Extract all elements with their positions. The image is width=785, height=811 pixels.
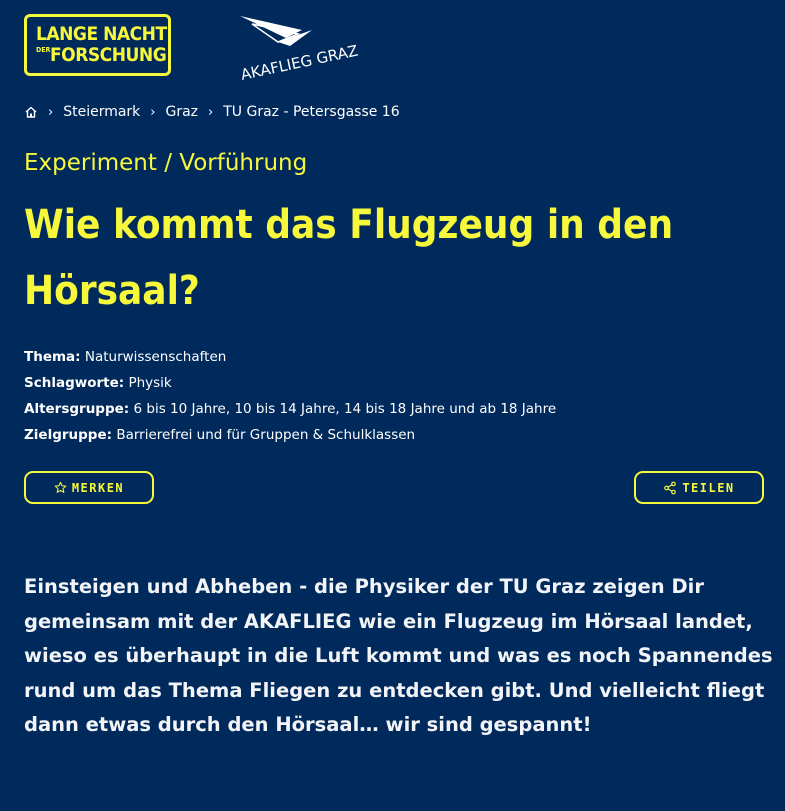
lange-nacht-der-forschung-logo[interactable] bbox=[24, 14, 171, 76]
event-title: Wie kommt das Flugzeug in den Hörsaal? bbox=[24, 202, 674, 314]
merken-label: MERKEN bbox=[71, 480, 125, 495]
logo-line-1: LANGE NACHT bbox=[36, 23, 167, 45]
chevron-right-icon: › bbox=[208, 104, 214, 120]
breadcrumb bbox=[24, 104, 400, 120]
meta-row-schlagworte bbox=[24, 370, 556, 396]
meta-label: Thema: bbox=[24, 349, 81, 365]
breadcrumb-item-location[interactable]: TU Graz - Petersgasse 16 bbox=[223, 104, 400, 120]
logo-line-3: FORSCHUNG bbox=[50, 44, 167, 66]
meta-label: Altersgruppe: bbox=[24, 401, 130, 417]
logo-small-text: DER bbox=[36, 46, 51, 54]
event-category: Experiment / Vorführung bbox=[24, 150, 308, 176]
chevron-right-icon: › bbox=[150, 104, 156, 120]
meta-label: Schlagworte: bbox=[24, 375, 125, 391]
meta-row-altersgruppe bbox=[24, 396, 556, 422]
share-icon bbox=[663, 481, 677, 495]
breadcrumb-item-steiermark[interactable]: Steiermark bbox=[63, 104, 141, 120]
akaflieg-logo-text: AKAFLIEG GRAZ bbox=[239, 41, 360, 84]
teilen-label: TEILEN bbox=[682, 480, 735, 495]
home-icon[interactable] bbox=[24, 105, 38, 119]
meta-value: Naturwissenschaften bbox=[84, 349, 227, 365]
meta-value: 6 bis 10 Jahre, 10 bis 14 Jahre, 14 bis 18 Jahre und ab 18 Jahre bbox=[133, 401, 557, 417]
meta-label: Zielgruppe: bbox=[24, 427, 113, 443]
glider-logo-icon bbox=[238, 12, 372, 84]
breadcrumb-item-graz[interactable]: Graz bbox=[165, 104, 199, 120]
meta-value: Physik bbox=[128, 375, 172, 391]
meta-row-thema bbox=[24, 344, 556, 370]
akaflieg-graz-logo[interactable] bbox=[238, 12, 372, 84]
meta-value: Barrierefrei und für Gruppen & Schulklassen bbox=[116, 427, 416, 443]
meta-row-zielgruppe bbox=[24, 422, 556, 448]
star-icon bbox=[54, 481, 67, 494]
merken-button[interactable] bbox=[24, 471, 154, 504]
event-meta bbox=[24, 344, 556, 448]
event-description: Einsteigen und Abheben - die Physiker der TU Graz zeigen Dir gemeinsam mit der AKAFLIEG wie ein Flugzeug im Hörsaal landet, wieso es überhaupt in die Luft kommt und was es noch Spannendes rund um das Thema Fliegen zu entdecken gibt. Und vielleicht fliegt dann etwas durch den Hörsaal… wir sind gespannt! bbox=[24, 575, 773, 736]
teilen-button[interactable] bbox=[634, 471, 764, 504]
chevron-right-icon: › bbox=[48, 104, 54, 120]
